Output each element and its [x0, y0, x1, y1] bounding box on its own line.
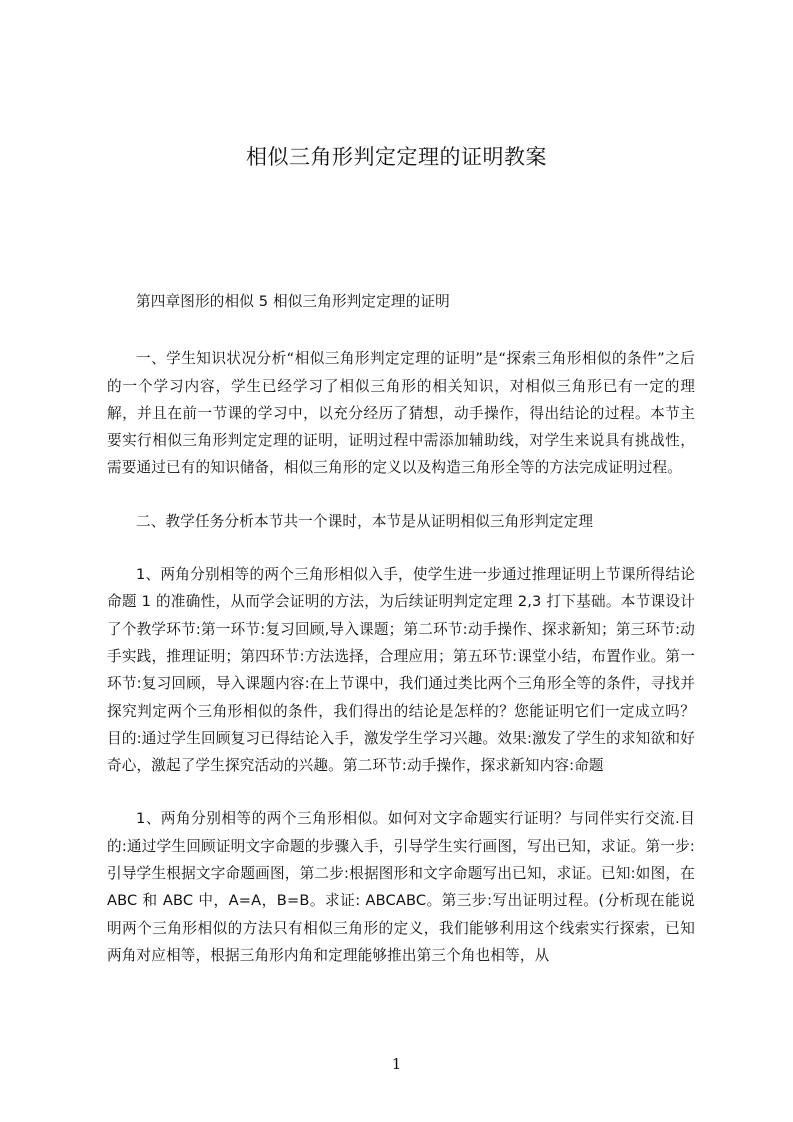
paragraph-student-analysis: 一、学生知识状况分析“相似三角形判定定理的证明”是“探索三角形相似的条件”之后的一个学习内容，学生已经学习了相似三角形的相关知识，对相似三角形已有一定的理解，并且在前一节课的学习中，以充分经历了猜想，动手操作，得出结论的过程。本节主要实行相似三角形判定定理的证明，证明过程中需添加辅助线，对学生来说具有挑战性，需要通过已有的知识储备，相似三角形的定义以及构造三角形全等的方法完成证明过程。 — [107, 350, 695, 477]
document-body — [107, 288, 695, 995]
paragraph-proof-process: 1、两角分别相等的两个三角形相似。如何对文字命题实行证明？与同伴实行交流.目的:通过学生回顾证明文字命题的步骤入手，引导学生实行画图，写出已知，求证。第一步:引导学生根据文字命题画图，第二步:根据图形和文字命题写出已知，求证。已知:如图，在 ABC 和 ABC 中，A=A，B=B。求证: ABCABC。第三步:写出证明过程。(分析现在能说明两个三角形相似的方法只有相似三角形的定义，我们能够利用这个线索实行探索，已知两角对应相等，根据三角形内角和定理能够推出第三个角也相等，从 — [107, 810, 695, 964]
page-number: 1 — [391, 1055, 402, 1073]
paragraph-teaching-steps: 1、两角分别相等的两个三角形相似入手，使学生进一步通过推理证明上节课所得结论命题 1 的准确性，从而学会证明的方法，为后续证明判定定理 2,3 打下基础。本节课设计了个教学环节:第一环节:复习回顾,导入课题；第二环节:动手操作、探求新知；第三环节:动手实践，推理证明；第四环节:方法选择，合理应用；第五环节:课堂小结，布置作业。第一环节:复习回顾，导入课题内容:在上节课中，我们通过类比两个三角形全等的条件，寻找并探究判定两个三角形相似的条件，我们得出的结论是怎样的？您能证明它们一定成立吗？目的:通过学生回顾复习已得结论入手，激发学生学习兴趣。效果:激发了学生的求知欲和好奇心，激起了学生探究活动的兴趣。第二环节:动手操作，探求新知内容:命题 — [107, 566, 695, 775]
page-title: 相似三角形判定定理的证明教案 — [246, 145, 547, 169]
chapter-heading: 第四章图形的相似 5 相似三角形判定定理的证明 — [136, 293, 450, 310]
paragraph-task-analysis: 二、教学任务分析本节共一个课时，本节是从证明相似三角形判定定理 — [136, 512, 594, 530]
